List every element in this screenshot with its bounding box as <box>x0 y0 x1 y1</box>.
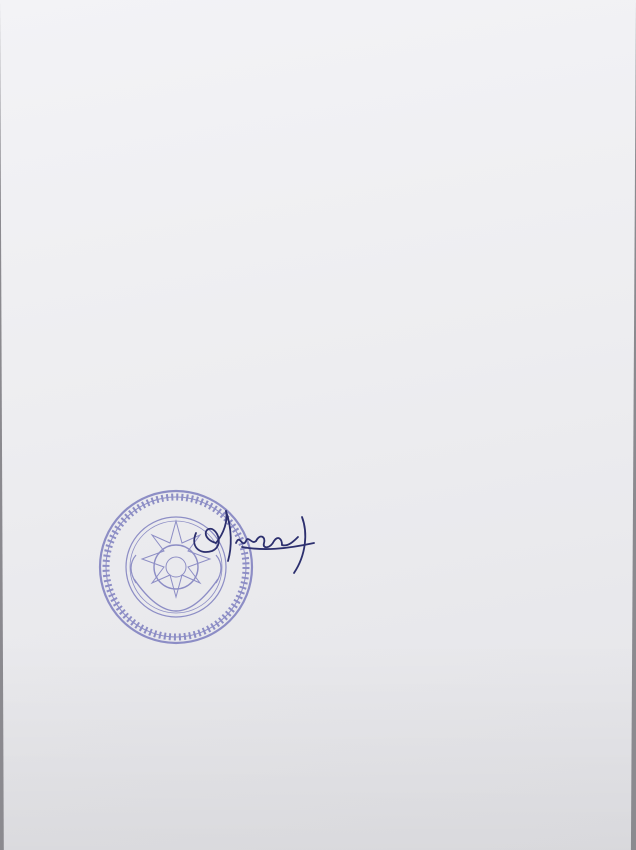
order-item-1 <box>38 357 616 375</box>
handwritten-signature-icon <box>182 503 332 583</box>
order-item-2 <box>38 427 616 445</box>
page-shadow <box>0 640 636 850</box>
